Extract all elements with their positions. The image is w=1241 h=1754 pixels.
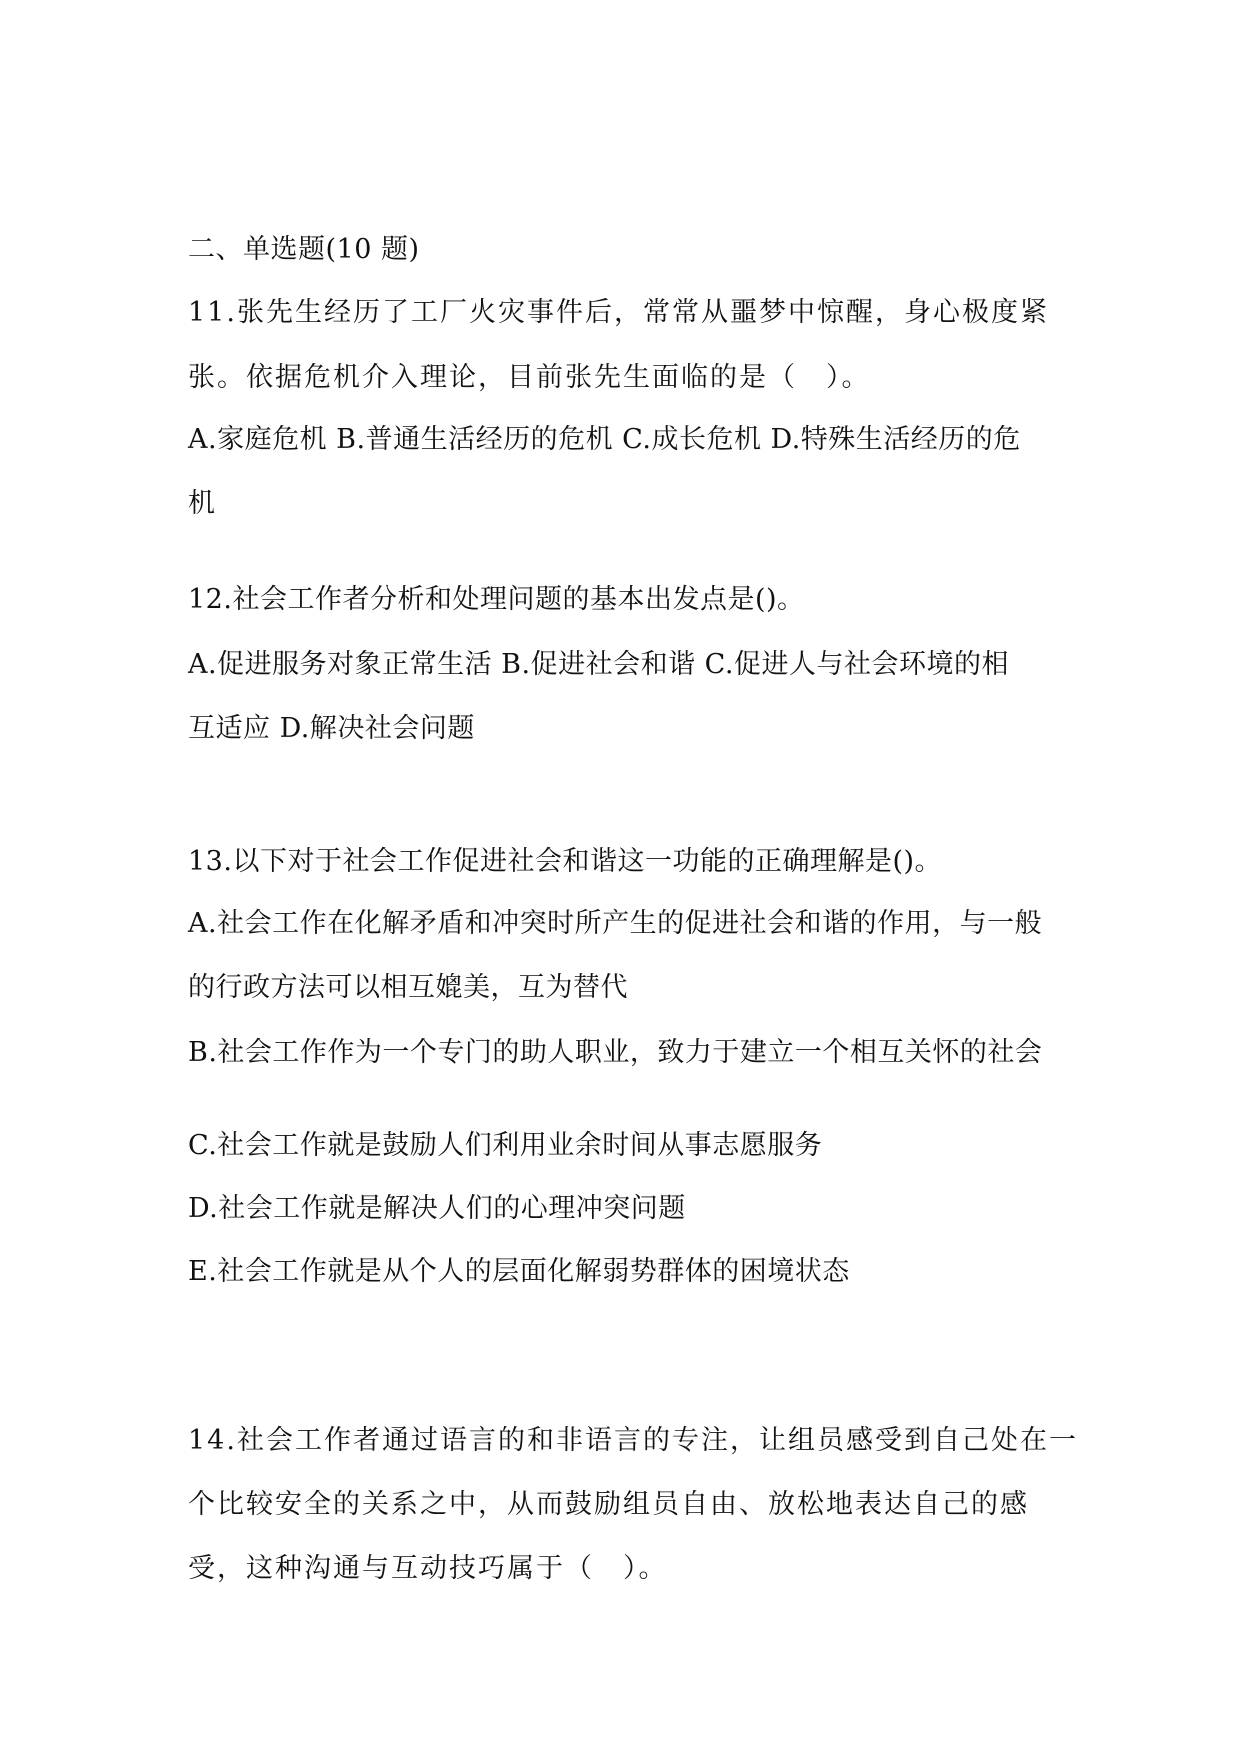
question-13-option-e: E.社会工作就是从个人的层面化解弱势群体的困境状态 xyxy=(188,1256,850,1287)
question-13-option-a-line-1: A.社会工作在化解矛盾和冲突时所产生的促进社会和谐的作用，与一般 xyxy=(188,908,1043,939)
question-13-option-d: D.社会工作就是解决人们的心理冲突问题 xyxy=(188,1193,686,1224)
question-13-option-c: C.社会工作就是鼓励人们利用业余时间从事志愿服务 xyxy=(188,1130,823,1161)
question-14-text-line-1: 14.社会工作者通过语言的和非语言的专注，让组员感受到自己处在一 xyxy=(188,1425,1078,1456)
question-11-options-line-2: 机 xyxy=(188,488,216,519)
question-12-text-line-1: 12.社会工作者分析和处理问题的基本出发点是()。 xyxy=(188,584,805,615)
question-12-options-line-1: A.促进服务对象正常生活 B.促进社会和谐 C.促进人与社会环境的相 xyxy=(188,649,1009,680)
question-14-text-line-2: 个比较安全的关系之中，从而鼓励组员自由、放松地表达自己的感 xyxy=(188,1489,1029,1520)
section-title: 二、单选题(10 题) xyxy=(188,234,420,265)
question-13-option-a-line-2: 的行政方法可以相互媲美，互为替代 xyxy=(188,972,628,1003)
question-14-text-line-3: 受，这种沟通与互动技巧属于（ ）。 xyxy=(188,1553,668,1584)
question-11-text-line-2: 张。依据危机介入理论，目前张先生面临的是（ ）。 xyxy=(188,362,871,393)
question-12-options-line-2: 互适应 D.解决社会问题 xyxy=(188,713,475,744)
question-13-text-line-1: 13.以下对于社会工作促进社会和谐这一功能的正确理解是()。 xyxy=(188,846,943,877)
question-11-options-line-1: A.家庭危机 B.普通生活经历的危机 C.成长危机 D.特殊生活经历的危 xyxy=(188,424,1021,455)
question-13-option-b: B.社会工作作为一个专门的助人职业，致力于建立一个相互关怀的社会 xyxy=(188,1037,1043,1068)
question-11-text-line-1: 11.张先生经历了工厂火灾事件后，常常从噩梦中惊醒，身心极度紧 xyxy=(188,297,1049,328)
